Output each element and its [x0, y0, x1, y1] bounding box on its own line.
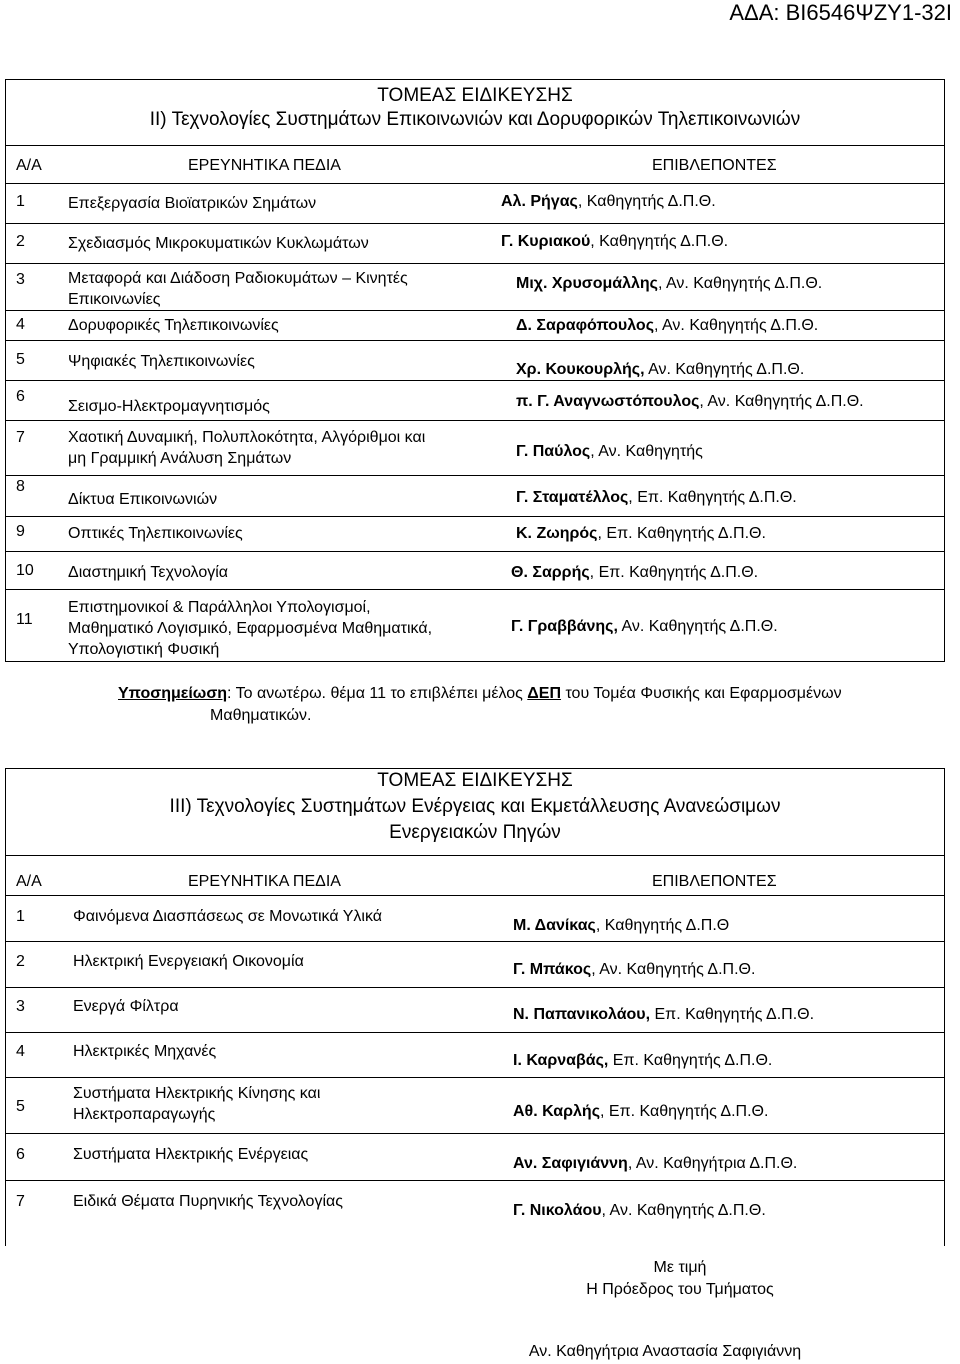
- row-number: 1: [16, 193, 25, 210]
- research-field: Συστήματα Ηλεκτρικής Ενέργειας: [73, 1146, 309, 1163]
- research-field: Ειδικά Θέματα Πυρηνικής Τεχνολογίας: [73, 1193, 343, 1210]
- divider: [6, 941, 944, 942]
- divider: [6, 516, 944, 517]
- divider: [6, 1133, 944, 1134]
- research-field: Διαστημική Τεχνολογία: [68, 564, 229, 581]
- row-number: 2: [16, 953, 25, 970]
- research-field: Ενεργά Φίλτρα: [73, 998, 179, 1015]
- row-number: 4: [16, 1043, 25, 1060]
- row-number: 9: [16, 523, 25, 540]
- research-field-cont: Μαθηματικό Λογισμικό, Εφαρμοσμένα Μαθηματικά,: [68, 620, 433, 637]
- supervisor: Αλ. Ρήγας, Καθηγητής Δ.Π.Θ.: [501, 193, 716, 210]
- supervisor: Αθ. Καρλής, Επ. Καθηγητής Δ.Π.Θ.: [513, 1103, 769, 1120]
- signer-name: Αν. Καθηγήτρια Αναστασία Σαφιγιάννη: [528, 1343, 802, 1360]
- section-subtitle: ΙΙΙ) Τεχνολογίες Συστημάτων Ενέργειας και Εκμετάλλευσης Ανανεώσιμων: [169, 796, 781, 817]
- row-number: 6: [16, 388, 25, 405]
- divider: [6, 475, 944, 476]
- document-id: ΑΔΑ: ΒΙ6546ΨΖΥ1-32Ι: [729, 0, 952, 25]
- supervisor: Γ. Μπάκος, Αν. Καθηγητής Δ.Π.Θ.: [513, 961, 756, 978]
- closing: Με τιμή: [653, 1259, 707, 1276]
- section-subtitle: ΙΙ) Τεχνολογίες Συστημάτων Επικοινωνιών και Δορυφορικών Τηλεπικοινωνιών: [149, 109, 801, 130]
- row-number: 4: [16, 316, 25, 333]
- section-subtitle-cont: Ενεργειακών Πηγών: [389, 822, 561, 843]
- research-field: Σεισμο-Ηλεκτρομαγνητισμός: [68, 398, 270, 415]
- research-field: Ηλεκτρική Ενεργειακή Οικονομία: [73, 953, 304, 970]
- research-field: Επιστημονικοί & Παράλληλοι Υπολογισμοί,: [68, 599, 371, 616]
- row-number: 11: [16, 611, 33, 628]
- divider: [6, 987, 944, 988]
- research-field: Ψηφιακές Τηλεπικοινωνίες: [68, 353, 255, 370]
- research-field-cont: Ηλεκτροπαραγωγής: [73, 1106, 216, 1123]
- divider: [6, 380, 944, 381]
- research-field: Μεταφορά και Διάδοση Ραδιοκυμάτων – Κινητές: [68, 270, 408, 287]
- supervisor: Γ. Κυριακού, Καθηγητής Δ.Π.Θ.: [501, 233, 729, 250]
- row-number: 7: [16, 1193, 25, 1210]
- divider: [6, 551, 944, 552]
- footnote: Υποσημείωση: Το ανωτέρω. θέμα 11 το επιβλέπει μέλος ΔΕΠ του Τομέα Φυσικής και Εφαρμοσμένων: [118, 685, 842, 702]
- supervisor: Μ. Δανίκας, Καθηγητής Δ.Π.Θ: [513, 917, 730, 934]
- divider: [6, 223, 944, 224]
- divider: [6, 855, 944, 856]
- signer-role: Η Πρόεδρος του Τμήματος: [586, 1281, 774, 1298]
- research-field-cont: μη Γραμμική Ανάλυση Σημάτων: [68, 450, 292, 467]
- research-field: Επεξεργασία Βιοϊατρικών Σημάτων: [68, 195, 317, 212]
- row-number: 8: [16, 478, 25, 495]
- research-field: Οπτικές Τηλεπικοινωνίες: [68, 525, 243, 542]
- row-number: 2: [16, 233, 25, 250]
- divider: [6, 310, 944, 311]
- research-field-cont: Επικοινωνίες: [68, 291, 161, 308]
- research-field: Ηλεκτρικές Μηχανές: [73, 1043, 217, 1060]
- supervisor: Θ. Σαρρής, Επ. Καθηγητής Δ.Π.Θ.: [511, 564, 759, 581]
- divider: [6, 183, 944, 184]
- divider: [6, 420, 944, 421]
- supervisor: Κ. Ζωηρός, Επ. Καθηγητής Δ.Π.Θ.: [516, 525, 766, 542]
- supervisor: Γ. Παύλος, Αν. Καθηγητής: [516, 443, 703, 460]
- supervisor: Γ. Νικολάου, Αν. Καθηγητής Δ.Π.Θ.: [513, 1202, 766, 1219]
- footnote-cont: Μαθηματικών.: [210, 707, 312, 724]
- supervisor: Ι. Καρναβάς, Επ. Καθηγητής Δ.Π.Θ.: [513, 1052, 773, 1069]
- research-field: Φαινόμενα Διασπάσεως σε Μονωτικά Υλικά: [73, 908, 383, 925]
- supervisor: π. Γ. Αναγνωστόπουλος, Αν. Καθηγητής Δ.Π.Θ.: [516, 393, 864, 410]
- research-field: Δορυφορικές Τηλεπικοινωνίες: [68, 317, 279, 334]
- column-header-field: ΕΡΕΥΝΗΤΙΚΑ ΠΕΔΙΑ: [188, 873, 341, 890]
- row-number: 7: [16, 429, 25, 446]
- column-header-aa: Α/Α: [16, 157, 42, 174]
- supervisor: Δ. Σαραφόπουλος, Αν. Καθηγητής Δ.Π.Θ.: [516, 317, 819, 334]
- column-header-supervisor: ΕΠΙΒΛΕΠΟΝΤΕΣ: [652, 157, 777, 174]
- footnote-label: Υποσημείωση: [118, 685, 228, 702]
- supervisor: Γ. Γραββάνης, Αν. Καθηγητής Δ.Π.Θ.: [511, 618, 778, 635]
- supervisor: Μιχ. Χρυσομάλλης, Αν. Καθηγητής Δ.Π.Θ.: [516, 275, 823, 292]
- supervisor: Ν. Παπανικολάου, Επ. Καθηγητής Δ.Π.Θ.: [513, 1006, 815, 1023]
- section-title: ΤΟΜΕΑΣ ΕΙΔΙΚΕΥΣΗΣ: [377, 85, 573, 106]
- research-field: Συστήματα Ηλεκτρικής Κίνησης και: [73, 1085, 321, 1102]
- column-header-field: ΕΡΕΥΝΗΤΙΚΑ ΠΕΔΙΑ: [188, 157, 341, 174]
- row-number: 1: [16, 908, 25, 925]
- divider: [6, 895, 944, 896]
- section-3-table: [5, 768, 945, 1246]
- row-number: 5: [16, 351, 25, 368]
- row-number: 6: [16, 1146, 25, 1163]
- supervisor: Αν. Σαφιγιάννη, Αν. Καθηγήτρια Δ.Π.Θ.: [513, 1155, 798, 1172]
- divider: [6, 1032, 944, 1033]
- research-field: Σχεδιασμός Μικροκυματικών Κυκλωμάτων: [68, 235, 369, 252]
- column-header-supervisor: ΕΠΙΒΛΕΠΟΝΤΕΣ: [652, 873, 777, 890]
- row-number: 5: [16, 1098, 25, 1115]
- column-header-aa: Α/Α: [16, 873, 42, 890]
- supervisor: Γ. Σταματέλλος, Επ. Καθηγητής Δ.Π.Θ.: [516, 489, 797, 506]
- row-number: 3: [16, 998, 25, 1015]
- divider: [6, 1180, 944, 1181]
- row-number: 3: [16, 271, 25, 288]
- divider: [6, 145, 944, 146]
- research-field: Δίκτυα Επικοινωνιών: [68, 491, 218, 508]
- research-field: Χαοτική Δυναμική, Πολυπλοκότητα, Αλγόριθμοι και: [68, 429, 426, 446]
- divider: [6, 1077, 944, 1078]
- section-title: ΤΟΜΕΑΣ ΕΙΔΙΚΕΥΣΗΣ: [377, 770, 573, 791]
- section-2-table: [5, 79, 945, 662]
- divider: [6, 589, 944, 590]
- divider: [6, 263, 944, 264]
- divider: [6, 340, 944, 341]
- row-number: 10: [16, 562, 34, 579]
- research-field-cont: Υπολογιστική Φυσική: [68, 641, 220, 658]
- supervisor: Χρ. Κουκουρλής, Αν. Καθηγητής Δ.Π.Θ.: [516, 361, 805, 378]
